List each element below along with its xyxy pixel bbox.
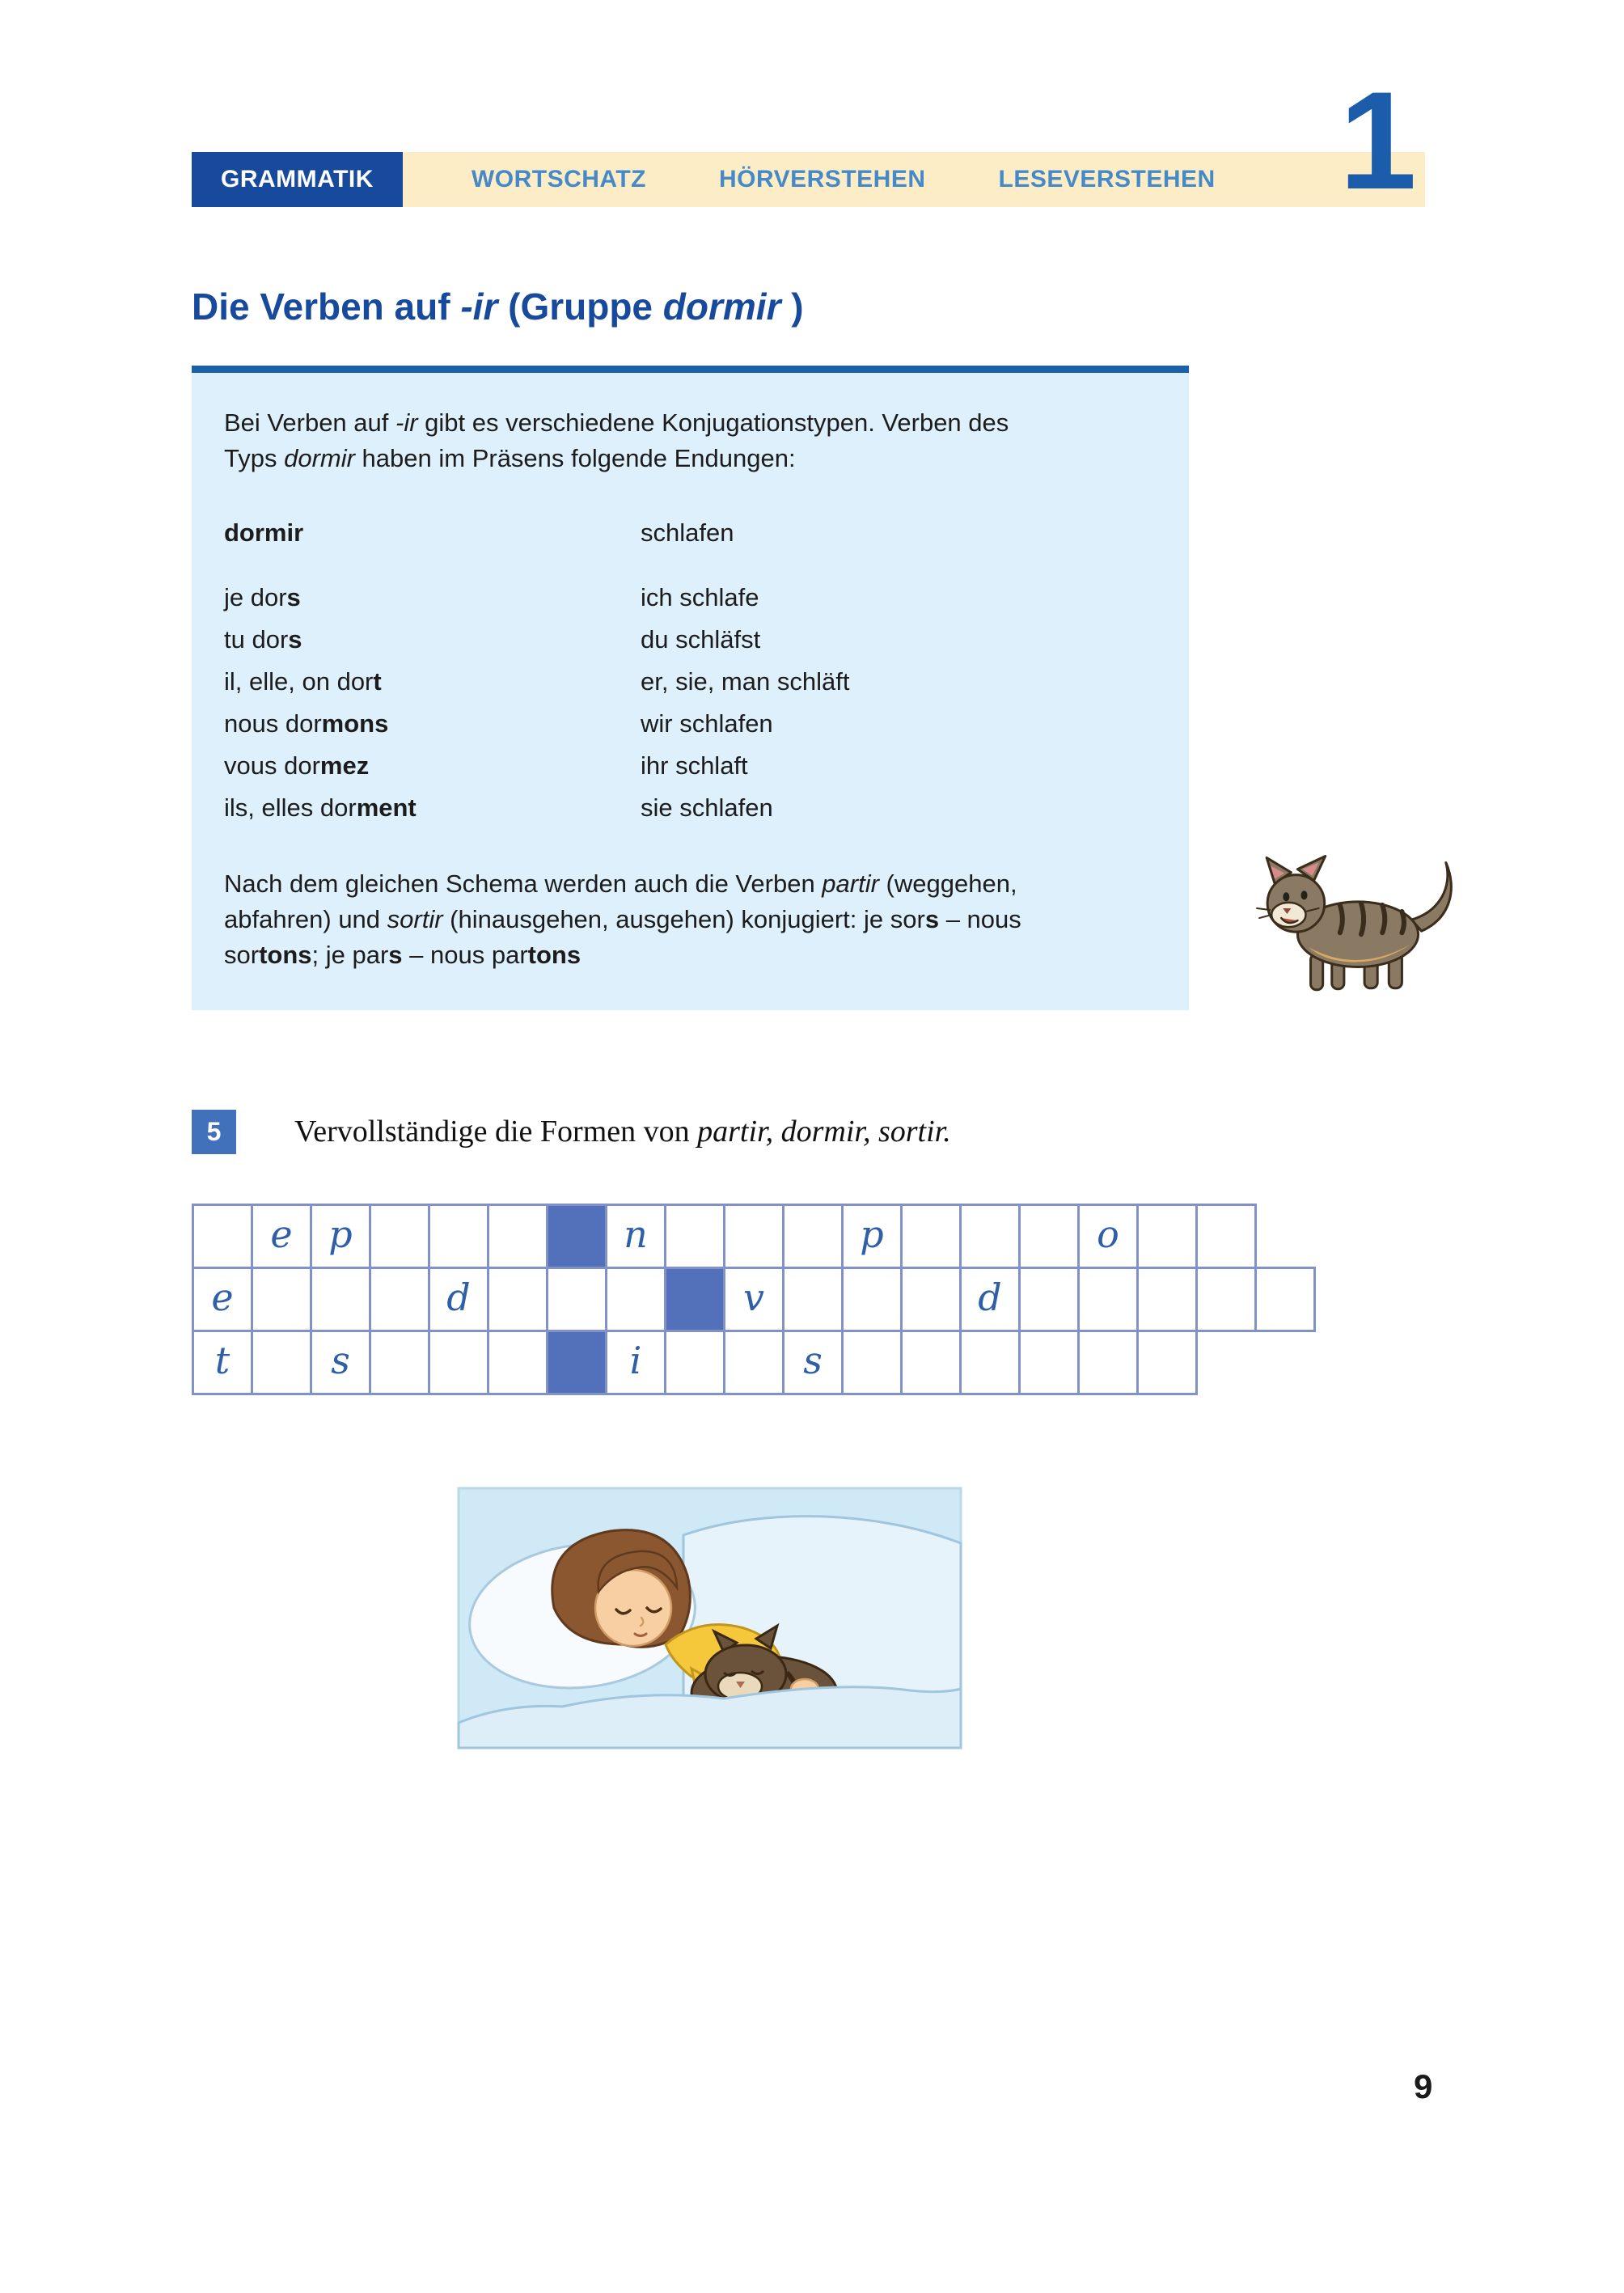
grid-cell[interactable] <box>1254 1267 1316 1332</box>
text-segment: s <box>388 941 403 969</box>
tab-horverstehen[interactable]: HÖRVERSTEHEN <box>719 166 926 192</box>
text-segment: – nous par <box>402 941 528 969</box>
page-number: 9 <box>1414 2067 1433 2105</box>
grid-cell[interactable] <box>900 1330 962 1395</box>
grid-cell[interactable]: d <box>959 1267 1021 1332</box>
grid-cell[interactable] <box>900 1204 962 1269</box>
text-segment: nous dor <box>224 709 322 738</box>
text-segment: gibt es verschiedene Konjugationstypen. Verben des Typs <box>224 408 1009 472</box>
conjugation-row <box>224 787 1157 829</box>
grid-cell[interactable] <box>369 1267 430 1332</box>
tab-grammatik[interactable]: GRAMMATIK <box>192 152 403 207</box>
german-translation <box>641 512 1157 554</box>
text-segment: Vervollständige die Formen von <box>294 1115 698 1149</box>
exercise-number-badge: 5 <box>192 1110 236 1154</box>
text-segment: il, elle, on dor <box>224 667 374 696</box>
grid-cell[interactable] <box>959 1204 1021 1269</box>
grid-cell[interactable]: e <box>192 1267 253 1332</box>
grammar-info-box <box>192 366 1189 1010</box>
grid-cell[interactable] <box>369 1330 430 1395</box>
conjugation-row <box>224 619 1157 661</box>
grid-cell[interactable]: i <box>605 1330 666 1395</box>
text-segment: mez <box>319 751 370 780</box>
french-form <box>224 619 641 661</box>
grid-cell[interactable] <box>1077 1267 1139 1332</box>
text-segment: partir <box>822 869 879 898</box>
german-translation <box>641 745 1157 787</box>
nav-tabs <box>192 152 1425 207</box>
grid-cell[interactable] <box>428 1330 489 1395</box>
grid-cell[interactable] <box>369 1204 430 1269</box>
grid-cell[interactable]: o <box>1077 1204 1139 1269</box>
text-segment: haben im Präsens folgende Endungen: <box>354 444 796 472</box>
german-translation <box>641 703 1157 745</box>
grid-cell[interactable] <box>1136 1204 1198 1269</box>
grid-cell[interactable] <box>1018 1330 1080 1395</box>
answer-grid <box>192 1204 1316 1395</box>
grid-cell[interactable] <box>1195 1267 1257 1332</box>
text-segment: s <box>924 905 940 933</box>
page-title <box>192 285 804 328</box>
tab-leseverstehen[interactable]: LESEVERSTEHEN <box>998 166 1216 192</box>
grid-cell[interactable]: s <box>782 1330 844 1395</box>
grid-cell[interactable] <box>664 1204 725 1269</box>
text-segment: (hinausgehen, ausgehen) konjugiert: <box>442 905 865 933</box>
text-segment: -ir <box>395 408 418 437</box>
grid-cell[interactable] <box>546 1267 607 1332</box>
grid-cell[interactable] <box>487 1204 548 1269</box>
text-segment: sie schlafen <box>641 793 773 822</box>
text-segment: -ir <box>460 286 498 328</box>
grid-cell[interactable] <box>605 1267 666 1332</box>
text-segment: mons <box>321 709 389 738</box>
french-form <box>224 787 641 829</box>
grid-row <box>192 1267 1316 1332</box>
grid-row <box>192 1330 1316 1395</box>
french-form <box>224 577 641 619</box>
grid-cell[interactable]: e <box>251 1204 312 1269</box>
text-segment: sortir <box>387 905 443 933</box>
french-form <box>224 512 641 554</box>
french-form <box>224 745 641 787</box>
grid-cell[interactable] <box>251 1267 312 1332</box>
grid-row <box>192 1204 1316 1269</box>
grid-cell[interactable]: d <box>428 1267 489 1332</box>
text-segment: ich schlafe <box>641 583 759 611</box>
text-segment: dormir <box>224 518 304 547</box>
grid-cell[interactable] <box>1136 1267 1198 1332</box>
exercise-caption <box>294 1110 951 1149</box>
grid-cell[interactable] <box>192 1204 253 1269</box>
grid-cell[interactable] <box>428 1204 489 1269</box>
text-segment: er, sie, man schläft <box>641 667 850 696</box>
conjugation-table <box>224 512 1157 829</box>
text-segment: ) <box>780 286 804 328</box>
text-segment: wir schlafen <box>641 709 773 738</box>
french-form <box>224 703 641 745</box>
text-segment: Nach dem gleichen Schema werden auch die Verben <box>224 869 823 898</box>
grid-cell[interactable] <box>1195 1204 1257 1269</box>
conjugation-row <box>224 512 1157 554</box>
text-segment: (Gruppe <box>497 286 663 328</box>
grid-separator-cell <box>546 1330 607 1395</box>
german-translation <box>641 577 1157 619</box>
german-translation <box>641 619 1157 661</box>
conjugation-row <box>224 745 1157 787</box>
text-segment: t <box>373 667 382 696</box>
text-segment: ment <box>356 793 417 822</box>
grid-cell[interactable] <box>310 1267 371 1332</box>
grid-cell[interactable]: t <box>192 1330 253 1395</box>
grid-cell[interactable] <box>1018 1204 1080 1269</box>
text-segment: s <box>288 625 302 654</box>
grid-cell[interactable] <box>841 1267 903 1332</box>
cat-illustration <box>1252 823 1464 1003</box>
text-segment: tu dor <box>224 625 289 654</box>
conjugation-row <box>224 577 1157 619</box>
tab-wortschatz[interactable]: WORTSCHATZ <box>471 166 646 192</box>
grid-cell[interactable] <box>782 1267 844 1332</box>
grid-cell[interactable] <box>900 1267 962 1332</box>
text-segment: tons <box>259 941 312 969</box>
text-segment: je sor <box>864 905 925 933</box>
unit-number: 1 <box>1339 63 1417 218</box>
grid-cell[interactable] <box>251 1330 312 1395</box>
text-segment: ; je par <box>311 941 389 969</box>
conjugation-row <box>224 703 1157 745</box>
grid-cell[interactable] <box>959 1330 1021 1395</box>
text-segment: s <box>286 583 301 611</box>
text-segment: ihr schlaft <box>641 751 748 780</box>
grid-separator-cell <box>664 1267 725 1332</box>
grid-cell[interactable] <box>1136 1330 1198 1395</box>
text-segment: schlafen <box>641 518 734 547</box>
text-segment: du schläfst <box>641 625 761 654</box>
sleeping-illustration <box>457 1487 962 1749</box>
text-segment: Die Verben auf <box>192 286 461 328</box>
grid-cell[interactable]: p <box>841 1204 903 1269</box>
text-segment: dormir <box>662 286 781 328</box>
text-segment: Bei Verben auf <box>224 408 395 437</box>
grid-cell[interactable] <box>723 1204 785 1269</box>
grid-separator-cell <box>546 1204 607 1269</box>
text-segment: je dor <box>224 583 287 611</box>
info-box-intro <box>224 405 1049 476</box>
grid-cell[interactable] <box>664 1330 725 1395</box>
text-segment: partir, dormir, sortir. <box>697 1115 951 1149</box>
grid-cell[interactable]: p <box>310 1204 371 1269</box>
text-segment: tons <box>527 941 582 969</box>
german-translation <box>641 661 1157 703</box>
text-segment: – nous sor <box>224 905 1021 969</box>
grid-cell[interactable] <box>487 1267 548 1332</box>
text-segment: ils, elles dor <box>224 793 357 822</box>
text-segment: vous dor <box>224 751 320 780</box>
text-segment: (weggehen, abfahren) und <box>224 869 1017 933</box>
grid-cell[interactable] <box>723 1330 785 1395</box>
grid-cell[interactable] <box>782 1204 844 1269</box>
grid-cell[interactable] <box>841 1330 903 1395</box>
text-segment: dormir <box>284 444 355 472</box>
exercise-5 <box>192 1110 951 1154</box>
grid-cell[interactable]: s <box>310 1330 371 1395</box>
conjugation-row <box>224 661 1157 703</box>
info-box-note <box>224 866 1093 973</box>
german-translation <box>641 787 1157 829</box>
section-nav-strip <box>192 152 1425 207</box>
grid-cell[interactable]: v <box>723 1267 785 1332</box>
grid-cell[interactable]: n <box>605 1204 666 1269</box>
french-form <box>224 661 641 703</box>
grid-cell[interactable] <box>1018 1267 1080 1332</box>
grid-cell[interactable] <box>1077 1330 1139 1395</box>
grid-cell[interactable] <box>487 1330 548 1395</box>
